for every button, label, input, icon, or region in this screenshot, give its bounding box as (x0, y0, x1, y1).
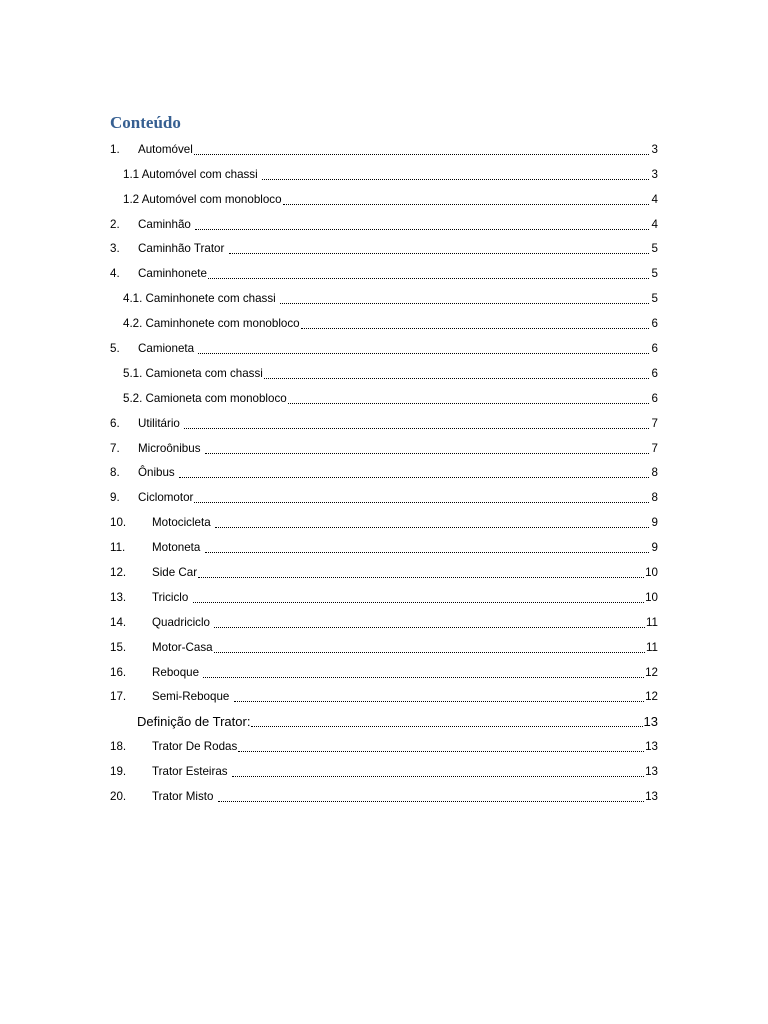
toc-entry-label: Trator Misto (152, 790, 217, 804)
dot-leader (194, 490, 649, 503)
toc-entry-label: Ônibus (138, 466, 178, 480)
dot-leader (234, 689, 645, 702)
dot-leader (194, 142, 649, 155)
toc-entry-label: Semi-Reboque (152, 690, 233, 704)
toc-entry-page-number: 8 (651, 466, 658, 480)
dot-leader (198, 565, 644, 578)
toc-entry[interactable] (110, 755, 658, 780)
toc-entry[interactable] (110, 133, 658, 158)
toc-entry-page-number: 5 (651, 292, 658, 306)
toc-entry-number: 8. (110, 466, 120, 480)
toc-entry-number: 17. (110, 690, 127, 704)
dot-leader (205, 441, 649, 454)
toc-entry-number: 10. (110, 516, 127, 530)
dot-leader (184, 416, 649, 429)
toc-entry-label: Motocicleta (152, 516, 214, 530)
toc-entry[interactable] (110, 158, 658, 183)
dot-leader (229, 241, 649, 254)
toc-entry-page-number: 4 (651, 217, 658, 231)
toc-entry-page-number: 6 (651, 391, 658, 405)
toc-entry-label: Microônibus (138, 441, 204, 455)
toc-title: Conteúdo (110, 113, 181, 132)
toc-entry-label: 5.2. Camioneta com monobloco (123, 391, 287, 405)
toc-entry-label: Trator De Rodas (152, 740, 238, 754)
toc-entry-page-number: 9 (651, 541, 658, 555)
toc-entry-label: Definição de Trator: (137, 714, 251, 730)
dot-leader (198, 341, 649, 354)
toc-entry-page-number: 6 (651, 317, 658, 331)
toc-entry-page-number: 13 (645, 740, 658, 754)
toc-entry[interactable] (110, 382, 658, 407)
toc-entry-number: 14. (110, 615, 127, 629)
toc-entry-page-number: 11 (645, 640, 658, 654)
toc-entry-page-number: 13 (643, 714, 658, 730)
toc-entry-number: 2. (110, 217, 120, 231)
dot-leader (301, 316, 649, 329)
toc-entry[interactable] (110, 233, 658, 258)
toc-entry-page-number: 10 (645, 590, 658, 604)
toc-entry-label: Caminhão Trator (138, 242, 228, 256)
toc-entry[interactable] (110, 307, 658, 332)
dot-leader (214, 615, 645, 628)
toc-entry-page-number: 6 (651, 366, 658, 380)
toc-entry-label: Reboque (152, 665, 203, 679)
toc-entry[interactable] (110, 780, 658, 805)
toc-entry-page-number: 11 (645, 615, 658, 629)
toc-entry-label: Ciclomotor (138, 491, 194, 505)
toc-entry-label: 5.1. Camioneta com chassi (123, 366, 263, 380)
toc-entry[interactable] (110, 432, 658, 457)
toc-entry-page-number: 13 (645, 765, 658, 779)
toc-entry-page-number: 12 (645, 690, 658, 704)
dot-leader (218, 789, 644, 802)
dot-leader (215, 515, 649, 528)
toc-entry[interactable] (110, 631, 658, 656)
toc-entry-number: 6. (110, 416, 120, 430)
toc-entry-number: 5. (110, 342, 120, 356)
toc-entry-label: Side Car (152, 566, 198, 580)
toc-entry-number: 20. (110, 790, 127, 804)
dot-leader (251, 714, 642, 727)
dot-leader (193, 590, 645, 603)
dot-leader (288, 391, 649, 404)
toc-entry[interactable] (110, 257, 658, 282)
toc-entry-label: 1.2 Automóvel com monobloco (123, 192, 282, 206)
toc-entry[interactable] (110, 357, 658, 382)
toc-entry-page-number: 9 (651, 516, 658, 530)
dot-leader (214, 640, 645, 653)
toc-entry-label: 1.1 Automóvel com chassi (123, 167, 261, 181)
toc-entry[interactable] (110, 208, 658, 233)
toc-entry-label: Trator Esteiras (152, 765, 231, 779)
toc-entry-label: Motoneta (152, 541, 204, 555)
dot-leader (195, 217, 649, 230)
toc-entry-page-number: 6 (651, 342, 658, 356)
dot-leader (203, 665, 644, 678)
toc-entry-page-number: 13 (645, 790, 658, 804)
toc-entry[interactable] (110, 506, 658, 531)
toc-entry-number: 12. (110, 566, 127, 580)
dot-leader (205, 540, 649, 553)
toc-entry-label: Caminhão (138, 217, 195, 231)
toc-entry[interactable] (110, 606, 658, 631)
toc-entry-page-number: 3 (651, 167, 658, 181)
toc-entry[interactable] (110, 531, 658, 556)
toc-entry-page-number: 12 (645, 665, 658, 679)
toc-entry[interactable] (110, 282, 658, 307)
toc-entry-number: 4. (110, 267, 120, 281)
toc-entry-number: 3. (110, 242, 120, 256)
toc-entry[interactable] (110, 332, 658, 357)
toc-entry-page-number: 8 (651, 491, 658, 505)
toc-entry-label: Utilitário (138, 416, 184, 430)
toc-entry-label: Camioneta (138, 342, 198, 356)
dot-leader (280, 291, 649, 304)
dot-leader (208, 266, 649, 279)
dot-leader (238, 739, 644, 752)
toc-entry-number: 7. (110, 441, 120, 455)
toc-entry-number: 9. (110, 491, 120, 505)
toc-entry[interactable] (110, 705, 658, 730)
toc-entry-label: Motor-Casa (152, 640, 213, 654)
toc-entry-label: 4.2. Caminhonete com monobloco (123, 317, 300, 331)
toc-entry[interactable] (110, 457, 658, 482)
toc-entry-label: Triciclo (152, 590, 192, 604)
toc-entry[interactable] (110, 556, 658, 581)
toc-entry-number: 1. (110, 142, 120, 156)
toc-entry-page-number: 5 (651, 242, 658, 256)
toc-entry-page-number: 4 (651, 192, 658, 206)
toc-entry-page-number: 7 (651, 416, 658, 430)
toc-entry-page-number: 5 (651, 267, 658, 281)
toc-entry[interactable] (110, 481, 658, 506)
toc-entry-page-number: 7 (651, 441, 658, 455)
dot-leader (283, 192, 649, 205)
toc-entry[interactable] (110, 407, 658, 432)
toc-entry-number: 19. (110, 765, 127, 779)
toc-entry-label: Caminhonete (138, 267, 207, 281)
toc-entry-number: 15. (110, 640, 127, 654)
dot-leader (179, 465, 649, 478)
toc-entry-number: 16. (110, 665, 127, 679)
table-of-contents (110, 133, 658, 805)
toc-entry-number: 13. (110, 590, 127, 604)
toc-entry[interactable] (110, 183, 658, 208)
dot-leader (232, 764, 644, 777)
toc-entry-page-number: 10 (645, 566, 658, 580)
toc-entry-page-number: 3 (651, 142, 658, 156)
toc-entry[interactable] (110, 656, 658, 681)
toc-entry[interactable] (110, 581, 658, 606)
dot-leader (264, 366, 649, 379)
dot-leader (262, 167, 649, 180)
toc-entry-number: 18. (110, 740, 127, 754)
toc-entry-label: Quadriciclo (152, 615, 214, 629)
toc-entry-label: Automóvel (138, 142, 193, 156)
toc-entry[interactable] (110, 681, 658, 706)
toc-entry-label: 4.1. Caminhonete com chassi (123, 292, 279, 306)
toc-entry[interactable] (110, 730, 658, 755)
toc-entry-number: 11. (110, 541, 126, 555)
